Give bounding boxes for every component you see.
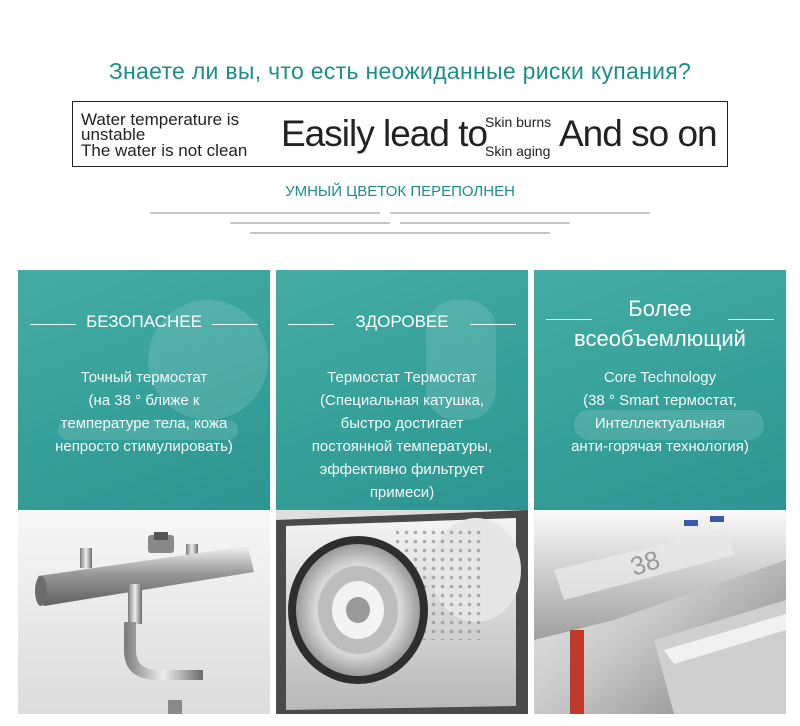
card-text-line: эффективно фильтрует bbox=[319, 461, 485, 478]
card-text-line: постоянной температуры, bbox=[311, 438, 493, 455]
title-divider-right bbox=[728, 319, 774, 320]
cartridge-image bbox=[276, 510, 528, 714]
card-text-line: Точный термостат bbox=[80, 369, 208, 386]
risk-banner bbox=[72, 101, 728, 167]
card-header bbox=[534, 294, 786, 354]
card-title-line1: Более bbox=[628, 296, 692, 321]
banner-left-line2: unstable bbox=[81, 125, 146, 144]
card-text-line: температуре тела, кожа bbox=[60, 415, 228, 432]
decorative-text-line bbox=[250, 232, 550, 234]
card-title: БЕЗОПАСНЕЕ bbox=[86, 312, 202, 331]
card-title: ЗДОРОВЕЕ bbox=[355, 312, 449, 331]
card-text-line: (на 38 ° ближе к bbox=[88, 392, 200, 409]
card-description bbox=[534, 366, 786, 458]
card-text-line: быстро достигает bbox=[340, 415, 464, 432]
title-divider-left bbox=[288, 324, 334, 325]
title-divider-right bbox=[470, 324, 516, 325]
decorative-text-line bbox=[150, 212, 650, 214]
banner-middle: Easily lead to bbox=[281, 113, 488, 154]
banner-right: And so on bbox=[559, 113, 717, 154]
card-text-line: Core Technology bbox=[603, 369, 717, 386]
card-title-line2: всеобъемлющий bbox=[574, 326, 746, 351]
decorative-text-line bbox=[230, 222, 570, 224]
title-divider-right bbox=[212, 324, 258, 325]
card-header bbox=[276, 312, 528, 336]
feature-card-healthier bbox=[276, 270, 528, 714]
banner-right-small2: Skin aging bbox=[485, 143, 551, 159]
title-divider-left bbox=[546, 319, 592, 320]
section-subtitle: УМНЫЙ ЦВЕТОК ПЕРЕПОЛНЕН bbox=[285, 183, 515, 200]
banner-left-line1: Water temperature is bbox=[81, 110, 240, 129]
headline: Знаете ли вы, что есть неожиданные риски купания? bbox=[108, 58, 692, 84]
banner-right-small1: Skin burns bbox=[485, 114, 552, 130]
card-text-line: анти-горячая технология) bbox=[571, 438, 749, 455]
card-text-line: (38 ° Smart термостат, bbox=[583, 392, 737, 409]
card-text-line: Интеллектуальная bbox=[594, 415, 726, 432]
card-description bbox=[18, 366, 270, 458]
feature-card-safer bbox=[18, 270, 270, 714]
card-text-line: Термостат Термостат bbox=[327, 369, 477, 386]
card-text-line: непросто стимулировать) bbox=[55, 438, 233, 455]
card-header bbox=[18, 312, 270, 336]
title-divider-left bbox=[30, 324, 76, 325]
dial-closeup-image bbox=[534, 510, 786, 714]
card-text-line: примеси) bbox=[369, 484, 435, 501]
dial-number: 38 bbox=[626, 544, 664, 582]
card-text-line: (Специальная катушка, bbox=[320, 392, 484, 409]
banner-left-line3: The water is not clean bbox=[81, 141, 248, 160]
card-description bbox=[276, 366, 528, 504]
feature-card-comprehensive bbox=[534, 270, 786, 714]
faucet-image bbox=[18, 510, 270, 714]
